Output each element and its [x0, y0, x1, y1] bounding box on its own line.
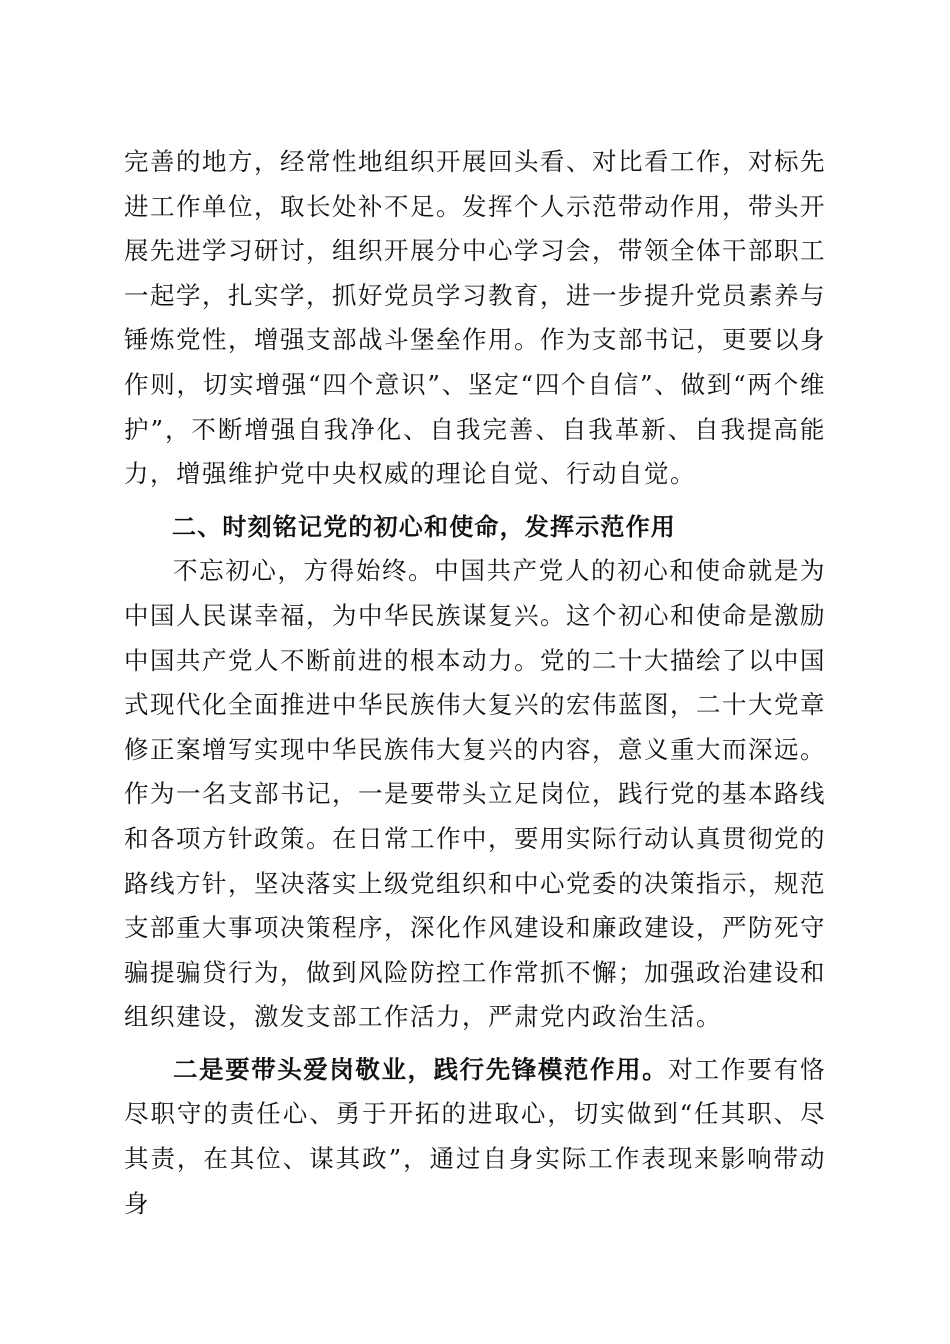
section-heading: 二、时刻铭记党的初心和使命，发挥示范作用 — [172, 512, 676, 541]
document-body — [124, 140, 826, 1226]
paragraph-body-text: 对工作要有恪尽职守的责任心、勇于开拓的进取心，切实做到“任其职、尽其责，在其位、谋其政”，通过自身实际工作表现来影响带动身 — [124, 1054, 826, 1218]
paragraph-dedication — [124, 1048, 826, 1226]
paragraph-initial-mission: 不忘初心，方得始终。中国共产党人的初心和使命就是为中国人民谋幸福，为中华民族谋复兴。这个初心和使命是激励中国共产党人不断前进的根本动力。党的二十大描绘了以中国式现代化全面推进中华民族伟大复兴的宏伟蓝图，二十大党章修正案增写实现中华民族伟大复兴的内容，意义重大而深远。作为一名支部书记，一是要带头立足岗位，践行党的基本路线和各项方针政策。在日常工作中，要用实际行动认真贯彻党的路线方针，坚决落实上级党组织和中心党委的决策指示，规范支部重大事项决策程序，深化作风建设和廉政建设，严防死守骗提骗贷行为，做到风险防控工作常抓不懈；加强政治建设和组织建设，激发支部工作活力，严肃党内政治生活。 — [124, 556, 826, 1032]
paragraph-gap — [124, 497, 826, 505]
paragraph-lead-sentence: 二是要带头爱岗敬业，践行先锋模范作用。 — [173, 1054, 669, 1084]
paragraph-gap — [124, 1040, 826, 1048]
paragraph-continuation: 完善的地方，经常性地组织开展回头看、对比看工作，对标先进工作单位，取长处补不足。发挥个人示范带动作用，带头开展先进学习研讨，组织开展分中心学习会，带领全体干部职工一起学，扎实学，抓好党员学习教育，进一步提升党员素养与锤炼党性，增强支部战斗堡垒作用。作为支部书记，更要以身作则，切实增强“四个意识”、坚定“四个自信”、做到“两个维护”，不断增强自我净化、自我完善、自我革新、自我提高能力，增强维护党中央权威的理论自觉、行动自觉。 — [124, 147, 826, 489]
